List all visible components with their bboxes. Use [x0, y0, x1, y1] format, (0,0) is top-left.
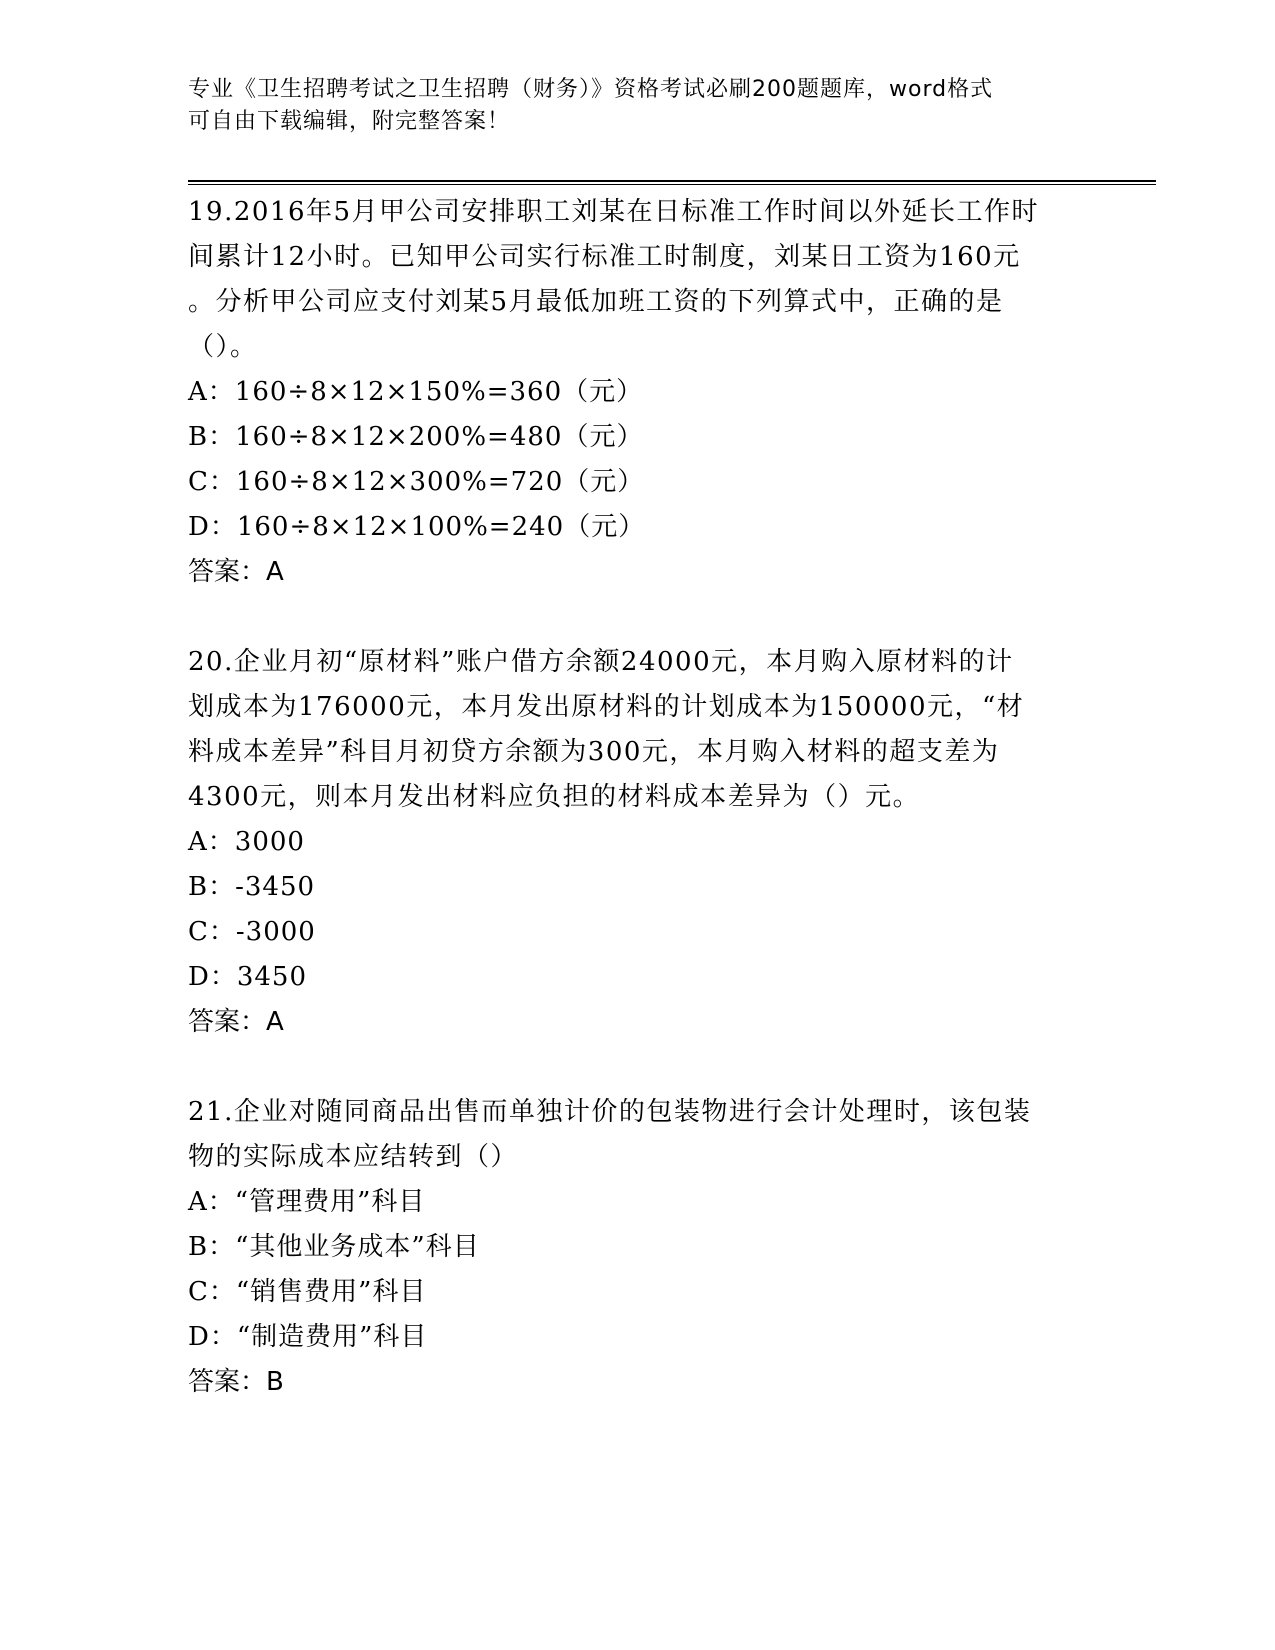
question-stem: 19.2016年5月甲公司安排职工刘某在日标准工作时间以外延长工作时 [188, 197, 1040, 227]
option-c: C：“销售费用”科目 [188, 1277, 427, 1307]
question-list [188, 190, 1088, 1405]
document-header [188, 74, 1068, 138]
question-stem: 20.企业月初“原材料”账户借方余额24000元，本月购入原材料的计 [188, 647, 1014, 677]
header-line-1: 专业《卫生招聘考试之卫生招聘（财务）》资格考试必刷200题题库，word格式 [188, 77, 994, 102]
question-stem: （）。 [188, 332, 258, 362]
header-rule-thin [188, 184, 1156, 185]
option-c: C：-3000 [188, 917, 316, 947]
option-b: B：-3450 [188, 872, 316, 902]
question-20 [188, 640, 1088, 1045]
option-b: B：160÷8×12×200%=480（元） [188, 422, 644, 452]
option-c: C：160÷8×12×300%=720（元） [188, 467, 645, 497]
option-a: A：“管理费用”科目 [188, 1187, 426, 1217]
option-a: A：160÷8×12×150%=360（元） [188, 377, 644, 407]
option-a: A：3000 [188, 827, 305, 857]
option-d: D：160÷8×12×100%=240（元） [188, 512, 646, 542]
answer: 答案：A [188, 1007, 284, 1037]
question-stem: 4300元，则本月发出材料应负担的材料成本差异为（）元。 [188, 782, 921, 812]
question-stem: 间累计12小时。已知甲公司实行标准工时制度，刘某日工资为160元 [188, 242, 1021, 272]
question-19 [188, 190, 1088, 595]
question-stem: 。分析甲公司应支付刘某5月最低加班工资的下列算式中，正确的是 [188, 287, 1004, 317]
header-line-2: 可自由下载编辑，附完整答案！ [188, 109, 511, 134]
question-stem: 划成本为176000元，本月发出原材料的计划成本为150000元，“材 [188, 692, 1025, 722]
question-stem: 物的实际成本应结转到（） [188, 1142, 519, 1172]
option-d: D：“制造费用”科目 [188, 1322, 428, 1352]
question-stem: 21.企业对随同商品出售而单独计价的包装物进行会计处理时，该包装 [188, 1097, 1032, 1127]
question-21 [188, 1090, 1088, 1405]
answer: 答案：B [188, 1367, 284, 1397]
header-rule-thick [188, 180, 1156, 182]
answer: 答案：A [188, 557, 284, 587]
spacer [188, 595, 1088, 640]
question-stem: 料成本差异”科目月初贷方余额为300元，本月购入材料的超支差为 [188, 737, 1000, 767]
option-d: D：3450 [188, 962, 308, 992]
spacer [188, 1045, 1088, 1090]
option-b: B：“其他业务成本”科目 [188, 1232, 480, 1262]
